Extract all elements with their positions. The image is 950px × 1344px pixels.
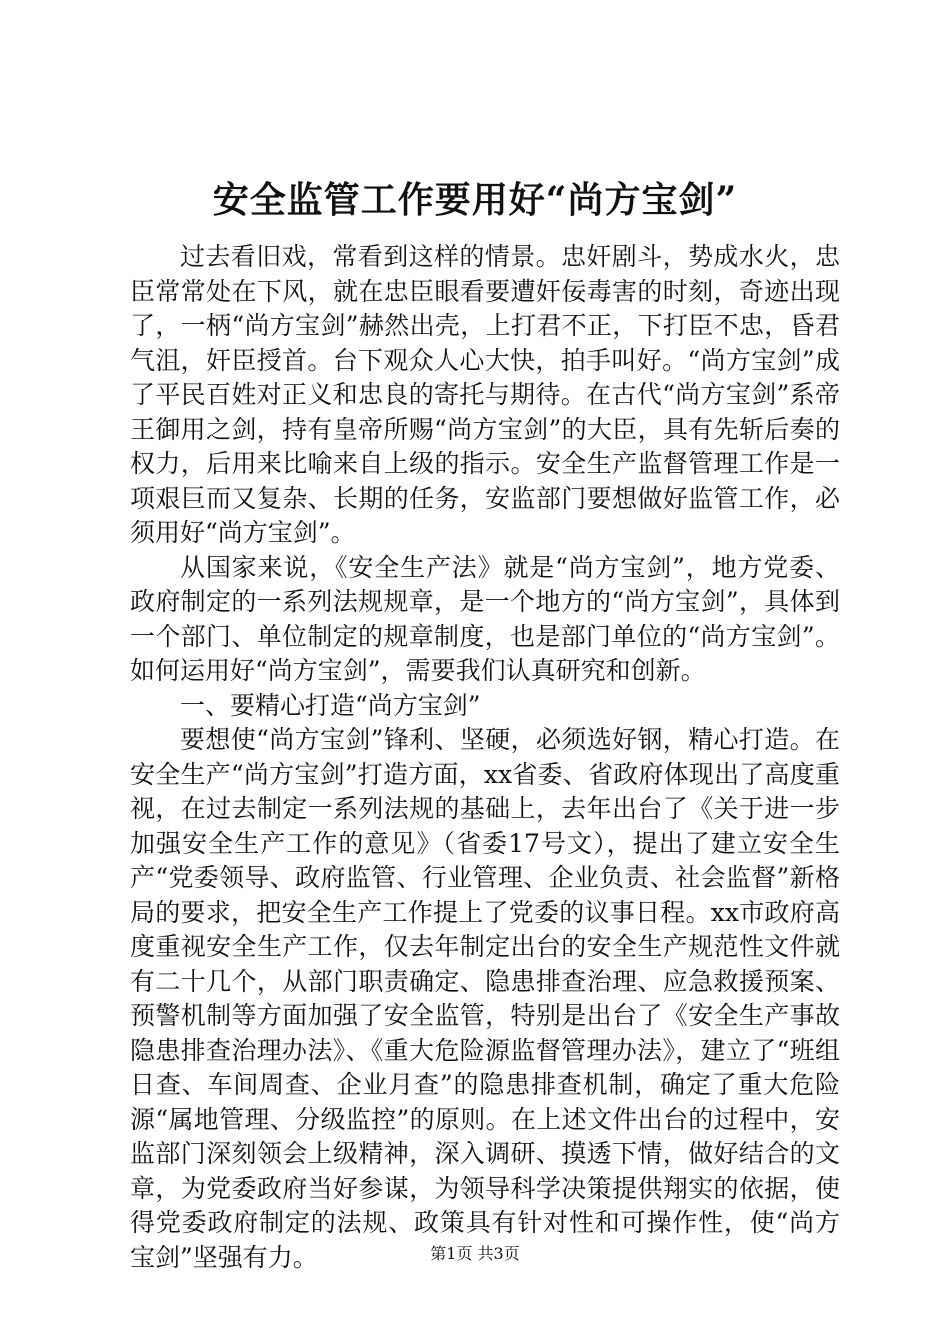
section-heading: 一、要精心打造“尚方宝剑” [180, 690, 481, 720]
paragraph-section-one: 要想使“尚方宝剑”锋利、坚硬，必须选好钢，精心打造。在安全生产“尚方宝剑”打造方面，xx省委、省政府体现出了高度重视，在过去制定一系列法规的基础上，去年出台了《关于进一步加强安全生产工作的意见》（省委17号文），提出了建立安全生产“党委领导、政府监管、行业管理、企业负责、社会监督”新格局的要求，把安全生产工作提上了党委的议事日程。xx市政府高度重视安全生产工作，仅去年制定出台的安全生产规范性文件就有二十几个，从部门职责确定、隐患排查治理、应急救援预案、预警机制等方面加强了安全监管，特别是出台了《安全生产事故隐患排查治理办法》、《重大危险源监督管理办法》，建立了“班组日查、车间周查、企业月查”的隐患排查机制，确定了重大危险源“属地管理、分级监控”的原则。在上述文件出台的过程中，安监部门深刻领会上级精神，深入调研、摸透下情，做好结合的文章，为党委政府当好参谋，为领导科学决策提供翔实的依据，使得党委政府制定的法规、政策具有针对性和可操作性，使“尚方宝剑”坚强有力。 [130, 725, 840, 1272]
paragraph-intro: 过去看旧戏，常看到这样的情景。忠奸剧斗，势成水火，忠臣常常处在下风，就在忠臣眼看要遭奸佞毒害的时刻，奇迹出现了，一柄“尚方宝剑”赫然出壳，上打君不正，下打臣不忠，昏君气沮，奸臣授首。台下观众人心大快，拍手叫好。“尚方宝剑”成了平民百姓对正义和忠良的寄托与期待。在古代“尚方宝剑”系帝王御用之剑，持有皇帝所赐“尚方宝剑”的大臣，具有先斩后奏的权力，后用来比喻来自上级的指示。安全生产监督管理工作是一项艰巨而又复杂、长期的任务，安监部门要想做好监管工作，必须用好“尚方宝剑”。 [130, 242, 840, 547]
paragraph-national: 从国家来说，《安全生产法》就是“尚方宝剑”，地方党委、政府制定的一系列法规规章，是一个地方的“尚方宝剑”，具体到一个部门、单位制定的规章制度，也是部门单位的“尚方宝剑”。如何运用好“尚方宝剑”，需要我们认真研究和创新。 [130, 552, 840, 685]
page-number-footer: 第1页 共3页 [430, 1244, 520, 1263]
document-title: 安全监管工作要用好“尚方宝剑” [212, 179, 738, 221]
document-body [130, 240, 840, 1275]
